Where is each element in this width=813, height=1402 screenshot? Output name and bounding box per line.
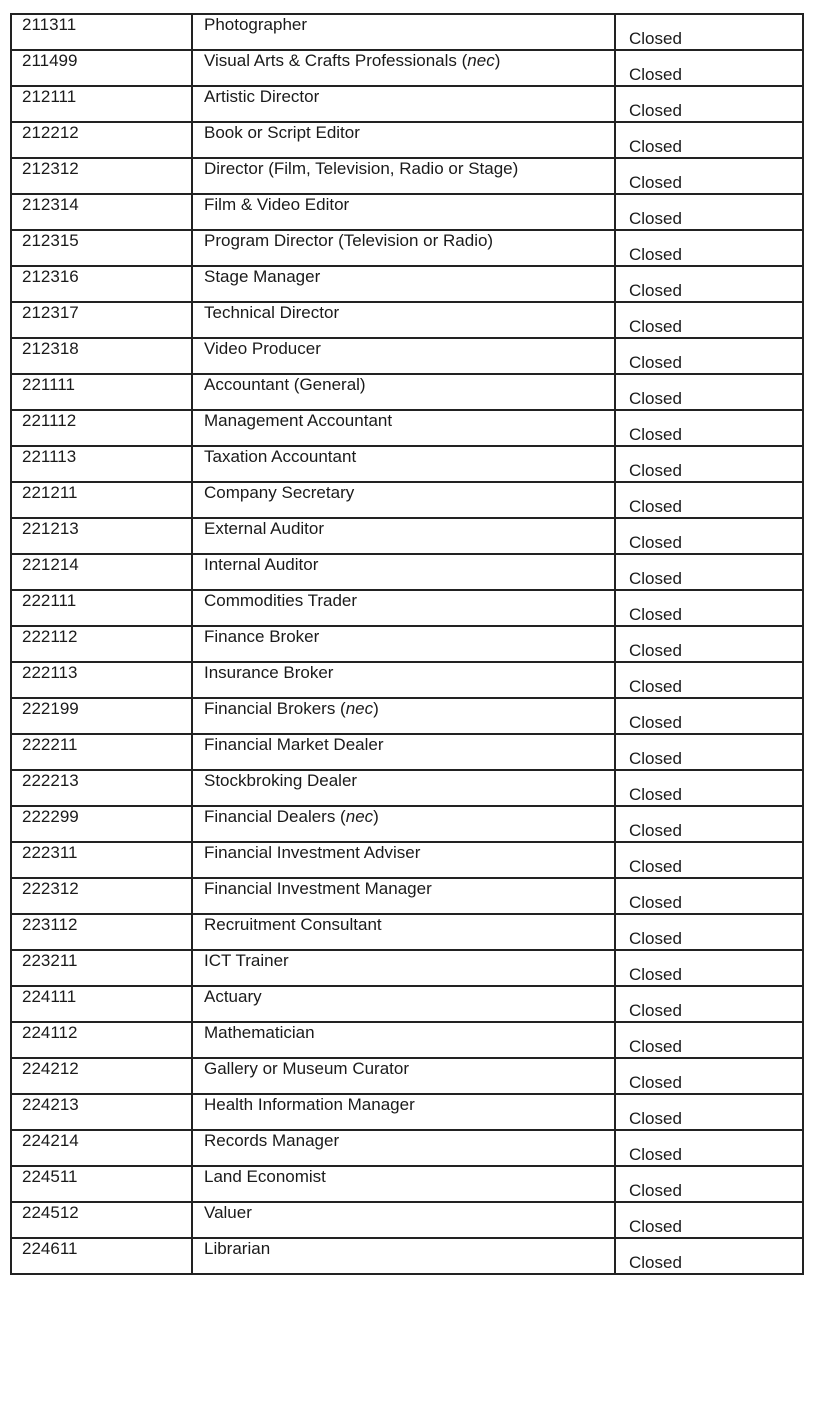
table-row [11, 590, 803, 626]
occupation-name-text: Visual Arts & Crafts Professionals ( [204, 51, 468, 70]
occupation-code: 212317 [11, 302, 192, 338]
occupation-code: 212315 [11, 230, 192, 266]
occupation-name: Mathematician [192, 1022, 615, 1058]
status-cell: Closed [615, 662, 803, 698]
occupation-code: 224112 [11, 1022, 192, 1058]
occupation-table-body [11, 14, 803, 1274]
occupation-code: 222299 [11, 806, 192, 842]
table-row [11, 338, 803, 374]
occupation-name: Librarian [192, 1238, 615, 1274]
occupation-code: 223112 [11, 914, 192, 950]
status-cell: Closed [615, 374, 803, 410]
occupation-name: Valuer [192, 1202, 615, 1238]
occupation-name [192, 698, 615, 734]
occupation-name: Gallery or Museum Curator [192, 1058, 615, 1094]
occupation-name-text: Financial Dealers ( [204, 807, 346, 826]
occupation-code: 222213 [11, 770, 192, 806]
table-row [11, 842, 803, 878]
table-row [11, 1058, 803, 1094]
status-cell: Closed [615, 302, 803, 338]
table-row [11, 14, 803, 50]
status-cell: Closed [615, 770, 803, 806]
occupation-code: 222199 [11, 698, 192, 734]
status-cell: Closed [615, 626, 803, 662]
status-cell: Closed [615, 266, 803, 302]
status-cell: Closed [615, 950, 803, 986]
table-row [11, 806, 803, 842]
occupation-name: Insurance Broker [192, 662, 615, 698]
occupation-code: 221213 [11, 518, 192, 554]
occupation-code: 211311 [11, 14, 192, 50]
status-cell: Closed [615, 590, 803, 626]
status-cell: Closed [615, 122, 803, 158]
occupation-name: Director (Film, Television, Radio or Stage) [192, 158, 615, 194]
occupation-name: Actuary [192, 986, 615, 1022]
occupation-name: Financial Investment Adviser [192, 842, 615, 878]
occupation-name: Company Secretary [192, 482, 615, 518]
table-row [11, 1022, 803, 1058]
occupation-name-suffix: ) [494, 51, 501, 70]
occupation-code: 221112 [11, 410, 192, 446]
status-cell: Closed [615, 842, 803, 878]
occupation-name-suffix: ) [373, 807, 379, 826]
status-cell: Closed [615, 1130, 803, 1166]
occupation-name: Photographer [192, 14, 615, 50]
status-cell: Closed [615, 14, 803, 50]
occupation-name: Internal Auditor [192, 554, 615, 590]
occupation-code: 224511 [11, 1166, 192, 1202]
occupation-code: 221113 [11, 446, 192, 482]
table-row [11, 86, 803, 122]
table-row [11, 410, 803, 446]
occupation-name: Technical Director [192, 302, 615, 338]
table-row [11, 446, 803, 482]
table-row [11, 878, 803, 914]
status-cell: Closed [615, 554, 803, 590]
status-cell: Closed [615, 914, 803, 950]
table-row [11, 518, 803, 554]
occupation-code: 211499 [11, 50, 192, 86]
table-row [11, 914, 803, 950]
occupation-name: Film & Video Editor [192, 194, 615, 230]
status-cell: Closed [615, 230, 803, 266]
occupation-name: Financial Investment Manager [192, 878, 615, 914]
occupation-name: Land Economist [192, 1166, 615, 1202]
table-row [11, 302, 803, 338]
table-row [11, 1202, 803, 1238]
status-cell: Closed [615, 986, 803, 1022]
table-row [11, 662, 803, 698]
occupation-name [192, 50, 615, 86]
occupation-name: Records Manager [192, 1130, 615, 1166]
status-cell: Closed [615, 806, 803, 842]
occupation-code: 221111 [11, 374, 192, 410]
occupation-code: 224611 [11, 1238, 192, 1274]
status-cell: Closed [615, 482, 803, 518]
status-cell: Closed [615, 1094, 803, 1130]
occupation-name-italic: nec [467, 51, 495, 70]
occupation-code: 222312 [11, 878, 192, 914]
occupation-code: 222112 [11, 626, 192, 662]
status-cell: Closed [615, 446, 803, 482]
table-row [11, 1238, 803, 1274]
occupation-name: Health Information Manager [192, 1094, 615, 1130]
table-row [11, 158, 803, 194]
occupation-code: 212314 [11, 194, 192, 230]
occupation-code: 224111 [11, 986, 192, 1022]
table-row [11, 1094, 803, 1130]
status-cell: Closed [615, 1166, 803, 1202]
table-row [11, 122, 803, 158]
table-row [11, 986, 803, 1022]
occupation-code: 212316 [11, 266, 192, 302]
occupation-code: 222111 [11, 590, 192, 626]
status-cell: Closed [615, 1202, 803, 1238]
table-row [11, 554, 803, 590]
status-cell: Closed [615, 1238, 803, 1274]
occupation-name: Taxation Accountant [192, 446, 615, 482]
occupation-code: 222211 [11, 734, 192, 770]
table-row [11, 482, 803, 518]
occupation-code: 224212 [11, 1058, 192, 1094]
occupation-table [10, 13, 804, 1275]
occupation-name: Stockbroking Dealer [192, 770, 615, 806]
status-cell: Closed [615, 338, 803, 374]
occupation-code: 224214 [11, 1130, 192, 1166]
occupation-code: 212212 [11, 122, 192, 158]
occupation-name: Program Director (Television or Radio) [192, 230, 615, 266]
table-row [11, 734, 803, 770]
status-cell: Closed [615, 86, 803, 122]
status-cell: Closed [615, 158, 803, 194]
table-row [11, 266, 803, 302]
occupation-name: Recruitment Consultant [192, 914, 615, 950]
occupation-name: ICT Trainer [192, 950, 615, 986]
occupation-name: Finance Broker [192, 626, 615, 662]
occupation-code: 224512 [11, 1202, 192, 1238]
table-row [11, 626, 803, 662]
occupation-name-text: Financial Brokers ( [204, 699, 346, 718]
table-row [11, 770, 803, 806]
occupation-name: Management Accountant [192, 410, 615, 446]
occupation-name: Video Producer [192, 338, 615, 374]
occupation-code: 222311 [11, 842, 192, 878]
occupation-name-italic: nec [345, 807, 374, 826]
table-row [11, 1166, 803, 1202]
status-cell: Closed [615, 878, 803, 914]
status-cell: Closed [615, 1022, 803, 1058]
table-row [11, 50, 803, 86]
occupation-name: External Auditor [192, 518, 615, 554]
table-row [11, 230, 803, 266]
occupation-name-italic: nec [345, 699, 374, 718]
table-row [11, 698, 803, 734]
occupation-code: 223211 [11, 950, 192, 986]
occupation-name: Book or Script Editor [192, 122, 615, 158]
occupation-name: Accountant (General) [192, 374, 615, 410]
occupation-name: Commodities Trader [192, 590, 615, 626]
table-row [11, 374, 803, 410]
status-cell: Closed [615, 1058, 803, 1094]
occupation-code: 221214 [11, 554, 192, 590]
occupation-code: 212318 [11, 338, 192, 374]
status-cell: Closed [615, 194, 803, 230]
occupation-name [192, 806, 615, 842]
table-row [11, 1130, 803, 1166]
status-cell: Closed [615, 734, 803, 770]
table-row [11, 194, 803, 230]
status-cell: Closed [615, 698, 803, 734]
occupation-name: Artistic Director [192, 86, 615, 122]
status-cell: Closed [615, 410, 803, 446]
occupation-name: Stage Manager [192, 266, 615, 302]
occupation-code: 212111 [11, 86, 192, 122]
occupation-code: 212312 [11, 158, 192, 194]
status-cell: Closed [615, 518, 803, 554]
occupation-code: 221211 [11, 482, 192, 518]
occupation-code: 224213 [11, 1094, 192, 1130]
table-row [11, 950, 803, 986]
status-cell: Closed [615, 50, 803, 86]
occupation-code: 222113 [11, 662, 192, 698]
occupation-name-suffix: ) [373, 699, 379, 718]
occupation-name: Financial Market Dealer [192, 734, 615, 770]
